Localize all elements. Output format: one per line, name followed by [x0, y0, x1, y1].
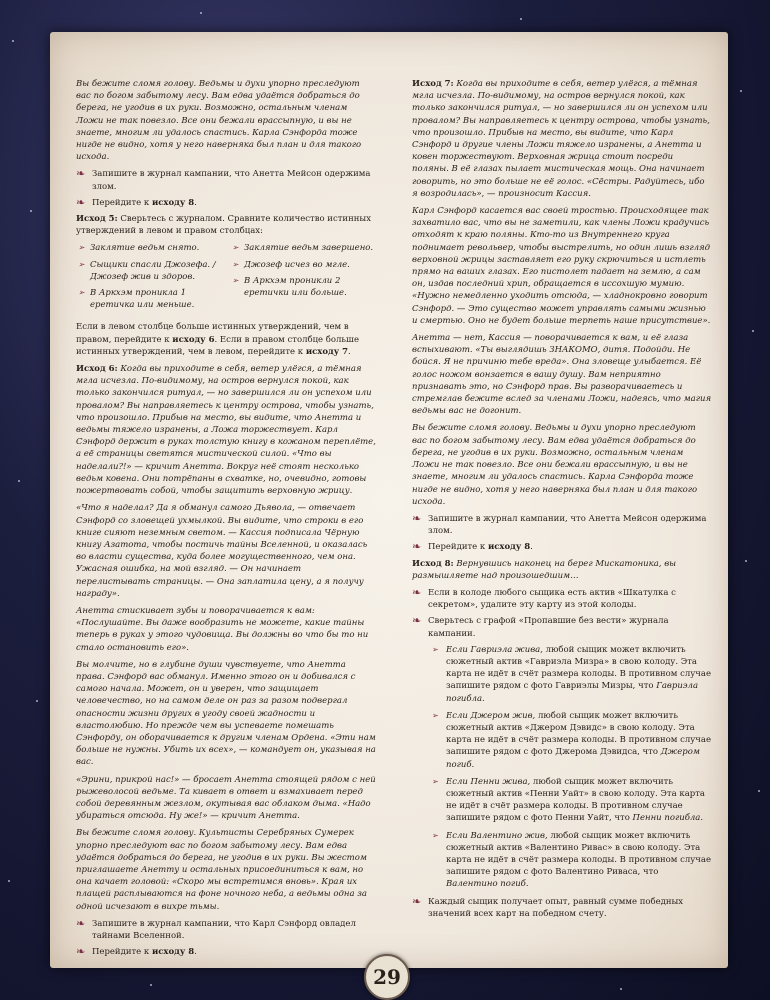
- instruction-bullet: ❧ Запишите в журнал кампании, что Карл Сэнфорд овладел тайнами Вселенной.: [76, 916, 356, 941]
- arrow-icon: ➢: [432, 644, 439, 654]
- instruction-bullet: ❧ Сверьтесь с графой «Пропавшие без вести» журнала кампании.: [412, 614, 669, 639]
- instruction-bullet: ❧ Каждый сыщик получает опыт, равный сумме победных значений всех карт на победном счету.: [412, 894, 684, 919]
- instruction-bullet: ❧ Перейдите к исходу 8.: [76, 945, 197, 959]
- missing-person-entry: ➢ Если Валентино жив, любой сыщик может включить сюжетный актив «Валентино Ривас» в свою колоду. Эта карта не идёт в счёт размера колоды. В противном случае запишите рядом с фото Валентино Риваса, что Валентино погиб.: [432, 830, 711, 890]
- missing-person-entry: ➢ Если Джером жив, любой сыщик может включить сюжетный актив «Джером Дэвидс» в свою колоду. Эта карта не идёт в счёт размера колоды. В противном случае запишите рядом с фото Джерома Дэвидса, что Джером погиб.: [432, 710, 711, 770]
- missing-person-entry: ➢ Если Пенни жива, любой сыщик может включить сюжетный актив «Пенни Уайт» в свою колоду. Эта карта не идёт в счёт размера колоды. В противном случае запишите рядом с фото Пенни Уайт, что Пенни погибла.: [432, 776, 705, 824]
- comparison-left: ➢ Заклятие ведьм снято. ➢ Сыщики спасли Джозефа. / Джозеф жив и здоров. ➢ В Аркхэм проникла 1 еретичка или меньше.: [78, 243, 216, 311]
- paragraph: Вы бежите сломя голову. Ведьмы и духи упорно преследуют вас по богом забытому лесу. Вам едва удаётся добраться до берега, не угодив в их руки. Возможно, остальным членам Ложи не так повезло. Все они бежали врассыпную, и вы не знаете, многим ли удалось спастись. Карла Сэнфорда тоже нигде не видно, хотя у него наверняка был план и для такого исхода.: [412, 423, 698, 507]
- tentacle-icon: ❧: [76, 195, 86, 209]
- resolution-7: Исход 7: Когда вы приходите в себя, ветер улёгся, а тёмная мгла исчезла. По-видимому, на остров вернулся покой, как только закончился ритуал, — но завершился ли он успехом или провалом? Вы направляетесь к центру острова, чтобы узнать, что произошло. Прибыв на место, вы видите, что Карл Сэнфорд и другие члены Ложи тяжело изранены, а Анетта и ковен торжествуют. Верховная жрица стоит посреди поляны. В её глазах пылает мистическая мощь. Она начинает говорить, но это больше не её голос. «Сёстры. Радуйтесь, ибо я возродилась», — произносит Кассия.: [412, 79, 710, 199]
- paragraph: Вы бежите сломя голову. Ведьмы и духи упорно преследуют вас по богом забытому лесу. Вам едва удаётся добраться до берега, не угодив в их руки. Возможно, остальным членам Ложи не так повезло. Все они бежали врассыпную, и вы не знаете, многим ли удалось спастись. Карла Сэнфорда тоже нигде не видно, хотя у него наверняка был план и для такого исхода.: [76, 79, 362, 163]
- instruction-bullet: ❧ Если в колоде любого сыщика есть актив «Шкатулка с секретом», удалите эту карту из этой колоды.: [412, 585, 676, 611]
- paragraph: Анетта стискивает зубы и поворачивается к вам: «Послушайте. Вы даже вообразить не можете, какие тайны теперь в руках у этого чудовища. Вы должны во что бы то ни стало остановить его».: [76, 605, 369, 653]
- arrow-icon: ➢: [232, 243, 239, 253]
- tentacle-icon: ❧: [412, 894, 422, 908]
- instruction-bullet: ❧ Запишите в журнал кампании, что Анетта Мейсон одержима злом.: [76, 167, 371, 192]
- tentacle-icon: ❧: [76, 945, 86, 959]
- arrow-icon: ➢: [78, 243, 85, 253]
- arrow-icon: ➢: [232, 259, 239, 269]
- left-column: [76, 78, 376, 962]
- tentacle-icon: ❧: [76, 167, 86, 181]
- paragraph: «Что я наделал? Да я обманул самого Дьявола, — отвечает Сэнфорд со зловещей ухмылкой. Вы видите, что строки в его книге сияют неземным светом. — Кассия подписала Чёрную книгу Азатота, чтобы постичь тайны Вселенной, и оказалась во власти существа, куда более могущественного, чем она. Ужасная ошибка, на мой взгляд. — Он начинает перелистывать страницы. — Она заплатила цену, а я получу награду».: [76, 503, 368, 599]
- paragraph: Вы молчите, но в глубине души чувствуете, что Анетта права. Сэнфорд вас обманул. Именно этого он и добивался с самого начала. Может, он и уверен, что защищает человечество, но на самом деле он раз за разом подвергал опасности жизни других в угоду своей жадности и властолюбию. Но прежде чем вы успеваете помешать Сэнфорду, он оборачивается к другим членам Ордена. «Эти нам больше не нужны. Убить их всех», — командует он, указывая на вас.: [76, 659, 376, 768]
- comparison-right: ➢ Заклятие ведьм завершено. ➢ Джозеф исчез во мгле. ➢ В Аркхэм проникли 2 еретички или больше.: [232, 243, 374, 299]
- parchment-page: [50, 32, 728, 968]
- arrow-icon: ➢: [432, 830, 439, 840]
- column-divider: [391, 82, 392, 942]
- right-column: [412, 78, 712, 924]
- resolution-8: Исход 8: Вернувшись наконец на берег Мискатоника, вы размышляете над произошедшим…: [412, 558, 677, 581]
- comparison-columns: [76, 242, 376, 315]
- paragraph: Если в левом столбце больше истинных утверждений, чем в правом, перейдите к исходу 6. Если в правом столбце больше истинных утверждений, чем в левом, перейдите к исходу 7.: [76, 322, 359, 357]
- instruction-bullet: ❧ Запишите в журнал кампании, что Анетта Мейсон одержима злом.: [412, 511, 707, 537]
- arrow-icon: ➢: [432, 776, 439, 786]
- tentacle-icon: ❧: [412, 585, 422, 599]
- tentacle-icon: ❧: [412, 540, 422, 554]
- instruction-bullet: ❧ Перейдите к исходу 8.: [76, 195, 197, 209]
- instruction-bullet: ❧ Перейдите к исходу 8.: [412, 540, 533, 554]
- paragraph: Карл Сэнфорд касается вас своей тростью. Происходящее так захватило вас, что вы не заметили, как члены Ложи крадучись отходят к краю поляны. Кто-то из Внутреннего круга поднимает револьвер, чтобы выстрелить, но один лишь взгляд верховной жрицы заставляет его руку скрючиться и истлеть прямо на ваших глазах. Его пистолет падает на землю, а сам он, издав последний хрип, обращается в иссохшую мумию. «Нужно немедленно уходить отсюда, — хладнокровно говорит Сэнфорд. — Это существо может управлять самыми жизнью и смертью. Оно не будет больше терпеть наше присутствие».: [412, 206, 711, 326]
- paragraph: «Эрини, прикрой нас!» — бросает Анетта стоящей рядом с ней рыжеволосой ведьме. Та кивает в ответ и взмахивает перед собой деревянным жезлом, окутывая вас облаком дыма. «Надо убираться отсюда. Ну же!» — кричит Анетта.: [76, 774, 376, 822]
- missing-person-entry: ➢ Если Гавриэла жива, любой сыщик может включить сюжетный актив «Гавриэла Мизра» в свою колоду. Эта карта не идёт в счёт размера колоды. В противном случае запишите рядом с фото Гавриэлы Мизры, что Гавриэла погибла.: [432, 644, 711, 704]
- tentacle-icon: ❧: [412, 614, 422, 628]
- arrow-icon: ➢: [432, 710, 439, 720]
- page-number: 29: [364, 954, 410, 1000]
- tentacle-icon: ❧: [412, 511, 422, 525]
- paragraph: Вы бежите сломя голову. Культисты Серебряных Сумерек упорно преследуют вас по богом забытому лесу. Вам едва удаётся добраться до берега, не угодив в их руки. Вы жестом приглашаете Анетту и остальных присоединиться к вам, но она качает головой: «Скоро мы встретимся вновь». Края их плащей расплываются на фоне ночного неба, а ведьмы одна за одной исчезают в вихре тьмы.: [76, 828, 368, 912]
- arrow-icon: ➢: [232, 275, 239, 285]
- paragraph: Анетта — нет, Кассия — поворачивается к вам, и её глаза вспыхивают. «Ты выглядишь ЗНАКОМО, дитя. Подойди. Не бойся. Я не причиню тебе вреда». Она зловеще улыбается. Её голос ножом вонзается в вашу душу. Вам неприятно признавать это, но Сэнфорд прав. Вы разворачиваетесь и стремглав бежите вслед за членами Ложи, надеясь, что магия ведьмы вас не догонит.: [412, 333, 712, 417]
- arrow-icon: ➢: [78, 259, 85, 269]
- resolution-5: Исход 5: Сверьтесь с журналом. Сравните количество истинных утверждений в левом и правом столбцах:: [76, 214, 371, 237]
- resolution-6: Исход 6: Когда вы приходите в себя, ветер улёгся, а тёмная мгла исчезла. По-видимому, на остров вернулся покой, как только закончился ритуал, — но завершился ли он успехом или провалом? Вы направляетесь к центру острова, чтобы узнать, что произошло. Прибыв на место, вы видите, что Анетта и ведьмы тяжело изранены, а Ложа торжествует. Карл Сэнфорд держит в руках толстую книгу в кожаном переплёте, а её страницы светятся мистической силой. «Что вы наделали?!» — кричит Анетта. Вокруг неё стоят несколько ведьм ковена. Они потрёпаны в схватке, но, очевидно, готовы пожертвовать собой, чтобы защитить верховную жрицу.: [76, 364, 376, 497]
- arrow-icon: ➢: [78, 288, 85, 298]
- tentacle-icon: ❧: [76, 916, 86, 930]
